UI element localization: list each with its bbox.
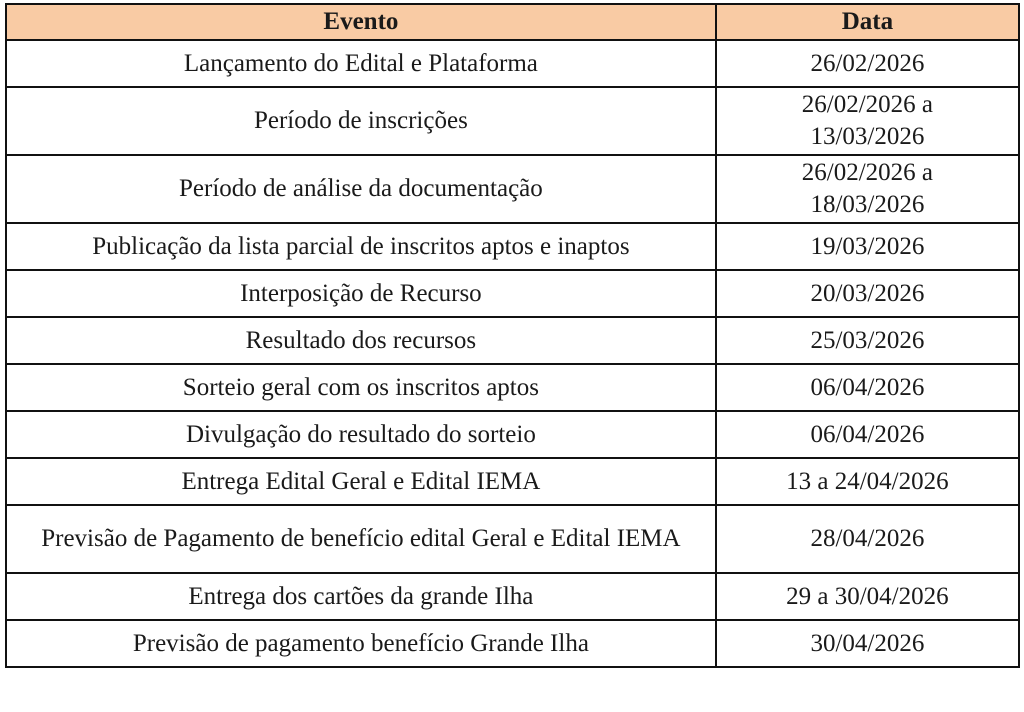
event-cell: Publicação da lista parcial de inscritos aptos e inaptos (6, 223, 716, 270)
date-cell: 06/04/2026 (716, 411, 1019, 458)
date-cell: 13 a 24/04/2026 (716, 458, 1019, 505)
table-row (6, 620, 1019, 667)
event-cell: Entrega dos cartões da grande Ilha (6, 573, 716, 620)
table-row (6, 364, 1019, 411)
table-row (6, 155, 1019, 223)
event-cell: Previsão de Pagamento de benefício edital Geral e Edital IEMA (6, 505, 716, 573)
date-cell: 26/02/2026 (716, 40, 1019, 87)
event-cell: Lançamento do Edital e Plataforma (6, 40, 716, 87)
table-row (6, 223, 1019, 270)
date-cell: 26/02/2026 a 13/03/2026 (716, 87, 1019, 155)
table-row (6, 458, 1019, 505)
event-cell: Entrega Edital Geral e Edital IEMA (6, 458, 716, 505)
event-cell: Resultado dos recursos (6, 317, 716, 364)
date-cell: 25/03/2026 (716, 317, 1019, 364)
event-cell: Período de análise da documentação (6, 155, 716, 223)
date-cell: 28/04/2026 (716, 505, 1019, 573)
date-cell: 06/04/2026 (716, 364, 1019, 411)
table-row (6, 505, 1019, 573)
date-cell: 29 a 30/04/2026 (716, 573, 1019, 620)
event-cell: Interposição de Recurso (6, 270, 716, 317)
column-header-evento: Evento (6, 4, 716, 40)
date-cell: 26/02/2026 a 18/03/2026 (716, 155, 1019, 223)
date-cell: 20/03/2026 (716, 270, 1019, 317)
event-cell: Divulgação do resultado do sorteio (6, 411, 716, 458)
table-row (6, 317, 1019, 364)
date-cell: 19/03/2026 (716, 223, 1019, 270)
table-row (6, 87, 1019, 155)
event-cell: Sorteio geral com os inscritos aptos (6, 364, 716, 411)
table-header-row (6, 4, 1019, 40)
table-row (6, 411, 1019, 458)
date-cell: 30/04/2026 (716, 620, 1019, 667)
table-row (6, 270, 1019, 317)
event-cell: Previsão de pagamento benefício Grande Ilha (6, 620, 716, 667)
event-schedule-table (5, 3, 1020, 668)
table-row (6, 573, 1019, 620)
event-cell: Período de inscrições (6, 87, 716, 155)
column-header-data: Data (716, 4, 1019, 40)
table-row (6, 40, 1019, 87)
